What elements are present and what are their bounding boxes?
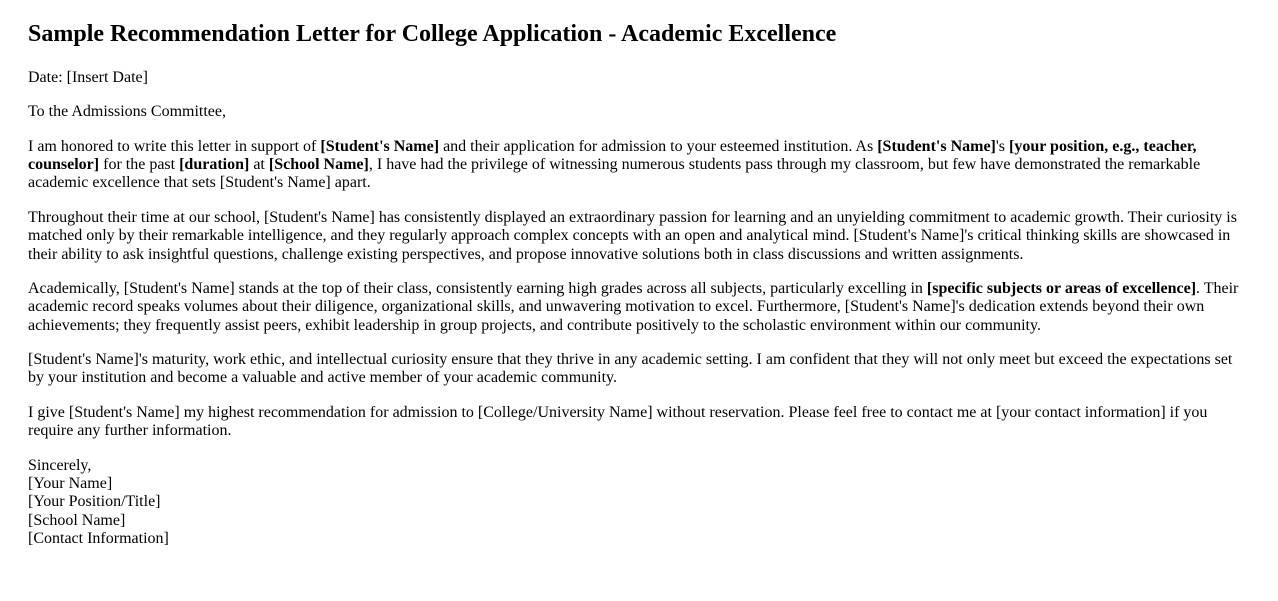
salutation: To the Admissions Committee, [28,103,226,121]
bold-placeholder: [Student's Name] [320,137,440,155]
text-segment: and their application for admission to your esteemed institution. As [439,137,878,155]
date-line: Date: [Insert Date] [28,68,148,86]
recommendation-paragraph [28,404,1250,441]
bold-placeholder: [specific subjects or areas of excellence] [926,279,1197,297]
page-title: Sample Recommendation Letter for College Application - Academic Excellence [28,21,837,47]
bold-placeholder: [Student's Name] [877,137,996,155]
signature-line: Sincerely, [28,456,92,474]
text-segment: [Student's Name]'s maturity, work ethic, and intellectual curiosity ensure that they thrive in any academic setting. I am confident that they will not only meet but exceed the expectations set by your institution and become a valuable and active member of your academic community. [28,351,1233,387]
text-segment: Throughout their time at our school, [Student's Name] has consistently displayed an extraordinary passion for learning and an unyielding commitment to academic growth. Their curiosity is matched only by their remarkable intelligence, and they regularly approach complex concepts with an open and analytical mind. [Student's Name]'s critical thinking skills are showcased in their ability to ask insightful questions, challenge existing perspectives, and propose innovative solutions both in class discussions and written assignments. [28,208,1237,263]
text-segment: . Their academic record speaks volumes about their diligence, organizational skills, and unwavering motivation to excel. Furthermore, [Student's Name]'s dedication extends beyond their own achievements; they frequently assist peers, exhibit leadership in group projects, and contribute positively to the scholastic environment within our community. [28,279,1239,334]
text-segment: 's [995,137,1009,155]
text-segment: for the past [99,155,180,173]
academic-growth-paragraph [28,209,1250,264]
text-segment: Academically, [Student's Name] stands at the top of their class, consistently earning high grades across all subjects, particularly excelling in [28,279,927,297]
text-segment: I am honored to write this letter in support of [28,137,321,155]
signature-line: [Your Name] [28,475,113,493]
signature-block [28,457,1250,549]
signature-line: [Contact Information] [28,530,169,548]
bold-placeholder: [duration] [179,155,250,173]
text-segment: I give [Student's Name] my highest recommendation for admission to [College/University Name] without reservation. Please feel free to contact me at [your contact information] if you require any further information. [28,403,1208,440]
document-page [28,20,1250,549]
signature-line: [School Name] [28,511,126,529]
bold-placeholder: [your position, e.g., teacher, counselor] [28,137,1197,173]
achievements-paragraph [28,280,1250,335]
text-segment: at [249,155,269,173]
opening-paragraph [28,138,1250,193]
signature-line: [Your Position/Title] [28,493,161,511]
bold-placeholder: [School Name] [268,155,369,173]
text-segment: , I have had the privilege of witnessing numerous students pass through my classroom, but few have demonstrated the remarkable academic excellence that sets [Student's Name] apart. [28,155,1201,192]
character-paragraph [28,351,1250,388]
